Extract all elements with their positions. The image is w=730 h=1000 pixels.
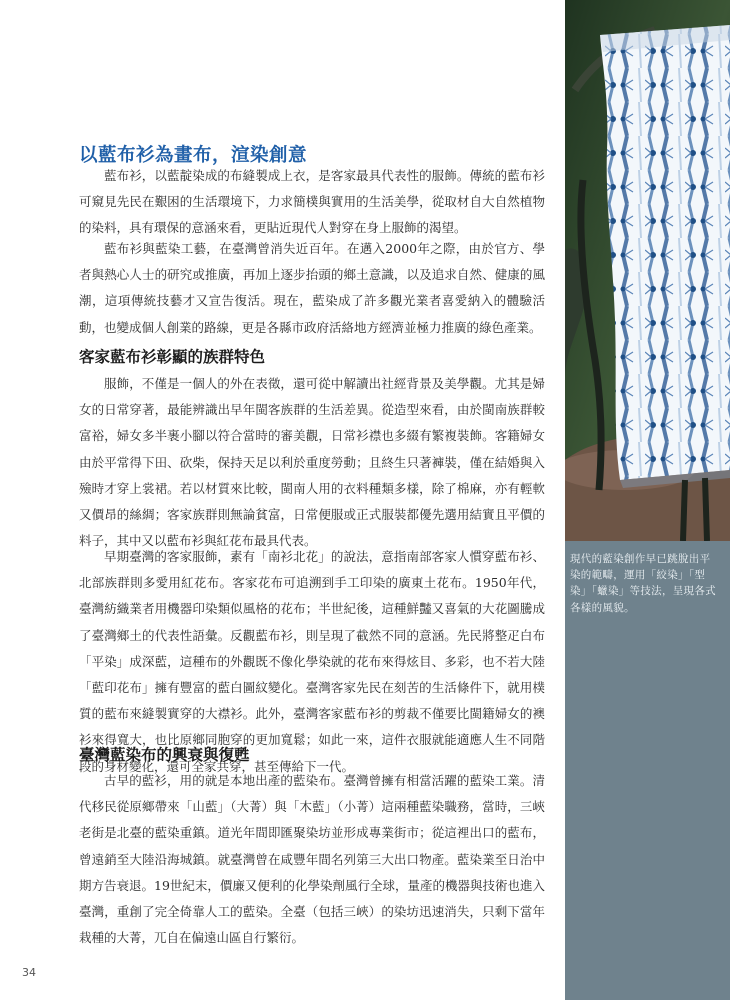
photo-caption: 現代的藍染創作早已跳脫出平染的範疇，運用「絞染」「型染」「蠟染」等技法，呈現各式各樣的風貌。 [570,553,716,614]
page-title: 以藍布衫為畫布，渲染創意 [79,145,308,166]
body-paragraph: 服飾，不僅是一個人的外在表徵，還可從中解讀出社經背景及美學觀。尤其是婦女的日常穿著，最能辨識出早年閩客族群的生活差異。從造型來看，由於閩南族群較富裕，婦女多半裹小腳以符合當時的審美觀，日常衫襟也多綴有繁複裝飾。客籍婦女由於平常得下田、砍柴，保持天足以利於重度勞動；且終生只著褲裝，僅在結婚與入殮時才穿上裳裙。若以材質來比較，閩南人用的衣料種類多樣，除了棉麻，亦有輕軟又價昂的絲綢；客家族群則無論貧富，日常便服或正式服裝都優先選用結實且平價的料子，其中又以藍布衫與紅花布最具代表。 [79,376,545,549]
body-paragraph: 藍布衫，以藍靛染成的布縫製成上衣，是客家最具代表性的服飾。傳統的藍布衫可窺見先民在艱困的生活環境下，力求簡樸與實用的生活美學，從取材自大自然植物的染料，具有環保的意涵來看，更貼近現代人對穿在身上服飾的渴望。 [79,168,545,236]
indigo-shibori-cloth-photo [565,0,730,541]
section-heading: 臺灣藍染布的興衰與復甦 [79,746,250,764]
body-paragraph: 古早的藍衫，用的就是本地出產的藍染布。臺灣曾擁有相當活躍的藍染工業。清代移民從原鄉帶來「山藍」（大菁）與「木藍」（小菁）這兩種藍染職務，當時，三峽老街是北臺的藍染重鎮。道光年間即匯聚染坊並形成專業街市；從這裡出口的藍布，曾遠銷至大陸沿海城鎮。就臺灣曾在咸豐年間名列第三大出口物產。藍染業至日治中期方告衰退。19世紀末，價廉又便利的化學染劑風行全球，量產的機器與技術也進入臺灣，重創了完全倚靠人工的藍染。全臺（包括三峽）的染坊迅速消失，只剩下當年栽種的大菁，兀自在偏遠山區自行繁衍。 [79,773,545,946]
body-paragraph: 早期臺灣的客家服飾，素有「南衫北花」的說法，意指南部客家人慣穿藍布衫、北部族群則多愛用紅花布。客家花布可追溯到手工印染的廣東土花布。1950年代，臺灣紡織業者用機器印染類似風格的花布；半世紀後，這種鮮豔又喜氣的大花圖騰成了臺灣鄉土的代表性語彙。反觀藍布衫，則呈現了截然不同的意涵。先民將整疋白布「平染」成深藍，這種布的外觀既不像化學染就的花布來得炫目、多彩，也不若大陸「藍印花布」擁有豐富的藍白圖紋變化。臺灣客家先民在刻苦的生活條件下，就用樸質的藍布來縫製實穿的大襟衫。此外，臺灣客家藍布衫的剪裁不僅要比閩籍婦女的襖衫來得寬大，也比原鄉同胞穿的更加寬鬆；如此一來，這件衣服就能適應人生不同階段的身材變化，還可全家共穿，甚至傳給下一代。 [79,549,545,774]
page-number: 34 [22,966,36,979]
section-heading: 客家藍布衫彰顯的族群特色 [79,348,266,366]
body-paragraph: 藍布衫與藍染工藝，在臺灣曾消失近百年。在邁入2000年之際，由於官方、學者與熱心人士的研究或推廣，再加上逐步抬頭的鄉土意識，以及追求自然、健康的風潮，這項傳統技藝才又宣告復活。現在，藍染成了許多觀光業者喜愛納入的體驗活動，也變成個人創業的路線，更是各縣市政府活絡地方經濟並極力推廣的綠色產業。 [79,241,545,335]
